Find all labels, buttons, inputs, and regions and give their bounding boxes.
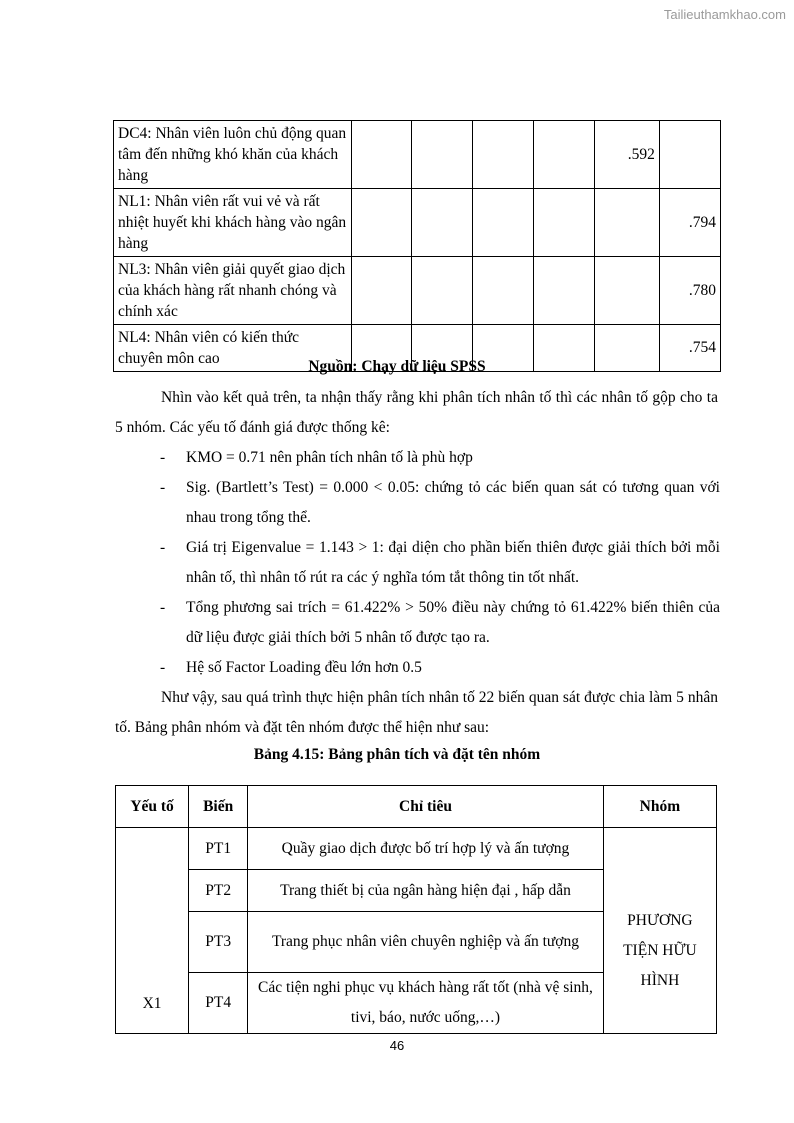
table-row bbox=[114, 189, 721, 257]
loading-cell bbox=[533, 189, 594, 257]
loading-cell bbox=[473, 121, 534, 189]
loading-cell bbox=[412, 189, 473, 257]
loading-cell bbox=[351, 257, 412, 325]
bullet-dash: - bbox=[160, 599, 166, 616]
bullet-text: Tổng phương sai trích = 61.422% > 50% điều này chứng tỏ 61.422% biến thiên của dữ liệu được giải thích bởi 5 nhân tố được tạo ra. bbox=[186, 599, 720, 646]
loading-cell bbox=[412, 257, 473, 325]
loading-cell bbox=[351, 121, 412, 189]
factor-loading-table bbox=[113, 120, 721, 372]
bullet-dash: - bbox=[160, 449, 166, 466]
loading-cell bbox=[594, 257, 659, 325]
variable-label: NL3: Nhân viên giải quyết giao dịch của khách hàng rất nhanh chóng và chính xác bbox=[114, 257, 352, 325]
variable-cell: PT3 bbox=[189, 912, 248, 973]
bullet-item bbox=[160, 593, 720, 653]
bullet-text: KMO = 0.71 nên phân tích nhân tố là phù hợp bbox=[186, 449, 473, 466]
watermark: Tailieuthamkhao.com bbox=[663, 7, 786, 22]
variable-label: DC4: Nhân viên luôn chủ động quan tâm đến những khó khăn của khách hàng bbox=[114, 121, 352, 189]
header-group: Nhóm bbox=[603, 786, 716, 828]
table-caption: Bảng 4.15: Bảng phân tích và đặt tên nhóm bbox=[253, 746, 541, 763]
table-source-note: Nguồn: Chạy dữ liệu SPSS bbox=[308, 358, 486, 375]
group-naming-table bbox=[115, 785, 717, 1034]
variable-cell: PT1 bbox=[189, 828, 248, 870]
group-name-cell: PHƯƠNG TIỆN HỮU HÌNH bbox=[603, 828, 716, 1034]
variable-cell: PT4 bbox=[189, 973, 248, 1034]
table-row bbox=[114, 257, 721, 325]
bullet-text: Giá trị Eigenvalue = 1.143 > 1: đại diện cho phần biến thiên được giải thích bởi mỗi nhân tố, thì nhân tố rút ra các ý nghĩa tóm tắt thông tin tốt nhất. bbox=[186, 539, 720, 586]
header-variable: Biến bbox=[189, 786, 248, 828]
loading-cell bbox=[412, 121, 473, 189]
factor-cell: X1 bbox=[116, 828, 189, 1034]
variable-cell: PT2 bbox=[189, 870, 248, 912]
criteria-cell: Các tiện nghi phục vụ khách hàng rất tốt (nhà vệ sinh, tivi, báo, nước uống,…) bbox=[248, 973, 604, 1034]
table-row bbox=[114, 121, 721, 189]
table-header-row bbox=[116, 786, 717, 828]
variable-label: NL4: Nhân viên có kiến thức chuyên môn cao bbox=[114, 325, 352, 372]
loading-cell bbox=[473, 189, 534, 257]
loading-cell: .592 bbox=[594, 121, 659, 189]
loading-cell: .780 bbox=[659, 257, 720, 325]
bullet-dash: - bbox=[160, 479, 166, 496]
bullet-item bbox=[160, 473, 720, 533]
loading-cell bbox=[351, 189, 412, 257]
variable-label: NL1: Nhân viên rất vui vẻ và rất nhiệt huyết khi khách hàng vào ngân hàng bbox=[114, 189, 352, 257]
loading-cell bbox=[659, 121, 720, 189]
bullet-item bbox=[160, 443, 720, 473]
criteria-cell: Trang phục nhân viên chuyên nghiệp và ấn tượng bbox=[248, 912, 604, 973]
intro-paragraph: Nhìn vào kết quả trên, ta nhận thấy rằng khi phân tích nhân tố thì các nhân tố gộp cho ta 5 nhóm. Các yếu tố đánh giá được thống kê: bbox=[115, 389, 718, 436]
table-row bbox=[116, 828, 717, 870]
loading-cell: .794 bbox=[659, 189, 720, 257]
header-factor: Yếu tố bbox=[116, 786, 189, 828]
criteria-cell: Quầy giao dịch được bố trí hợp lý và ấn tượng bbox=[248, 828, 604, 870]
page-number: 46 bbox=[389, 1038, 405, 1053]
bullet-item bbox=[160, 533, 720, 593]
bullet-dash: - bbox=[160, 539, 166, 556]
loading-cell bbox=[473, 257, 534, 325]
header-criteria: Chỉ tiêu bbox=[248, 786, 604, 828]
summary-paragraph: Như vậy, sau quá trình thực hiện phân tích nhân tố 22 biến quan sát được chia làm 5 nhân tố. Bảng phân nhóm và đặt tên nhóm được thể hiện như sau: bbox=[115, 689, 718, 736]
loading-cell bbox=[533, 257, 594, 325]
criteria-cell: Trang thiết bị của ngân hàng hiện đại , hấp dẫn bbox=[248, 870, 604, 912]
loading-cell bbox=[594, 189, 659, 257]
bullet-dash: - bbox=[160, 659, 166, 676]
loading-cell bbox=[533, 121, 594, 189]
bullet-item bbox=[160, 653, 720, 683]
loading-cell: .754 bbox=[659, 325, 720, 372]
bullet-text: Hệ số Factor Loading đều lớn hơn 0.5 bbox=[186, 659, 422, 676]
bullet-text: Sig. (Bartlett’s Test) = 0.000 < 0.05: chứng tỏ các biến quan sát có tương quan với nhau trong tổng thể. bbox=[186, 479, 720, 526]
